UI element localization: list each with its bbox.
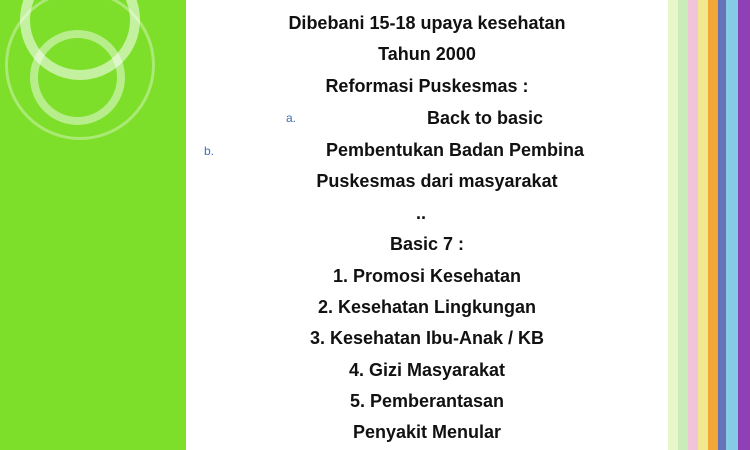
list-marker: b. bbox=[204, 144, 215, 158]
text-line: 2. Kesehatan Lingkungan bbox=[317, 297, 537, 317]
stripe bbox=[698, 0, 708, 450]
decorative-ring bbox=[30, 30, 125, 125]
stripe bbox=[668, 0, 678, 450]
text-line: Penyakit Menular bbox=[352, 422, 502, 442]
list-marker: a. bbox=[286, 111, 297, 125]
text-line: Basic 7 : bbox=[389, 234, 465, 254]
text-line: Reformasi Puskesmas : bbox=[325, 76, 529, 96]
stripe bbox=[726, 0, 738, 450]
stripe bbox=[688, 0, 698, 450]
stripe bbox=[738, 0, 750, 450]
color-stripes bbox=[668, 0, 750, 450]
text-line: Back to basic bbox=[426, 108, 544, 128]
text-line: 5. Pemberantasan bbox=[349, 391, 505, 411]
stripe bbox=[708, 0, 718, 450]
text-line: Puskesmas dari masyarakat bbox=[316, 171, 558, 191]
stripe bbox=[718, 0, 726, 450]
green-side-panel bbox=[0, 0, 186, 450]
text-line: Tahun 2000 bbox=[378, 44, 476, 64]
text-line: Dibebani 15-18 upaya kesehatan bbox=[288, 13, 566, 33]
text-line: .. bbox=[415, 203, 426, 223]
slide-content bbox=[186, 0, 668, 450]
text-line: 3. Kesehatan Ibu-Anak / KB bbox=[309, 328, 545, 348]
text-line: 4. Gizi Masyarakat bbox=[348, 360, 506, 380]
text-line: Pembentukan Badan Pembina bbox=[325, 140, 585, 160]
text-line: 1. Promosi Kesehatan bbox=[332, 266, 522, 286]
stripe bbox=[678, 0, 688, 450]
